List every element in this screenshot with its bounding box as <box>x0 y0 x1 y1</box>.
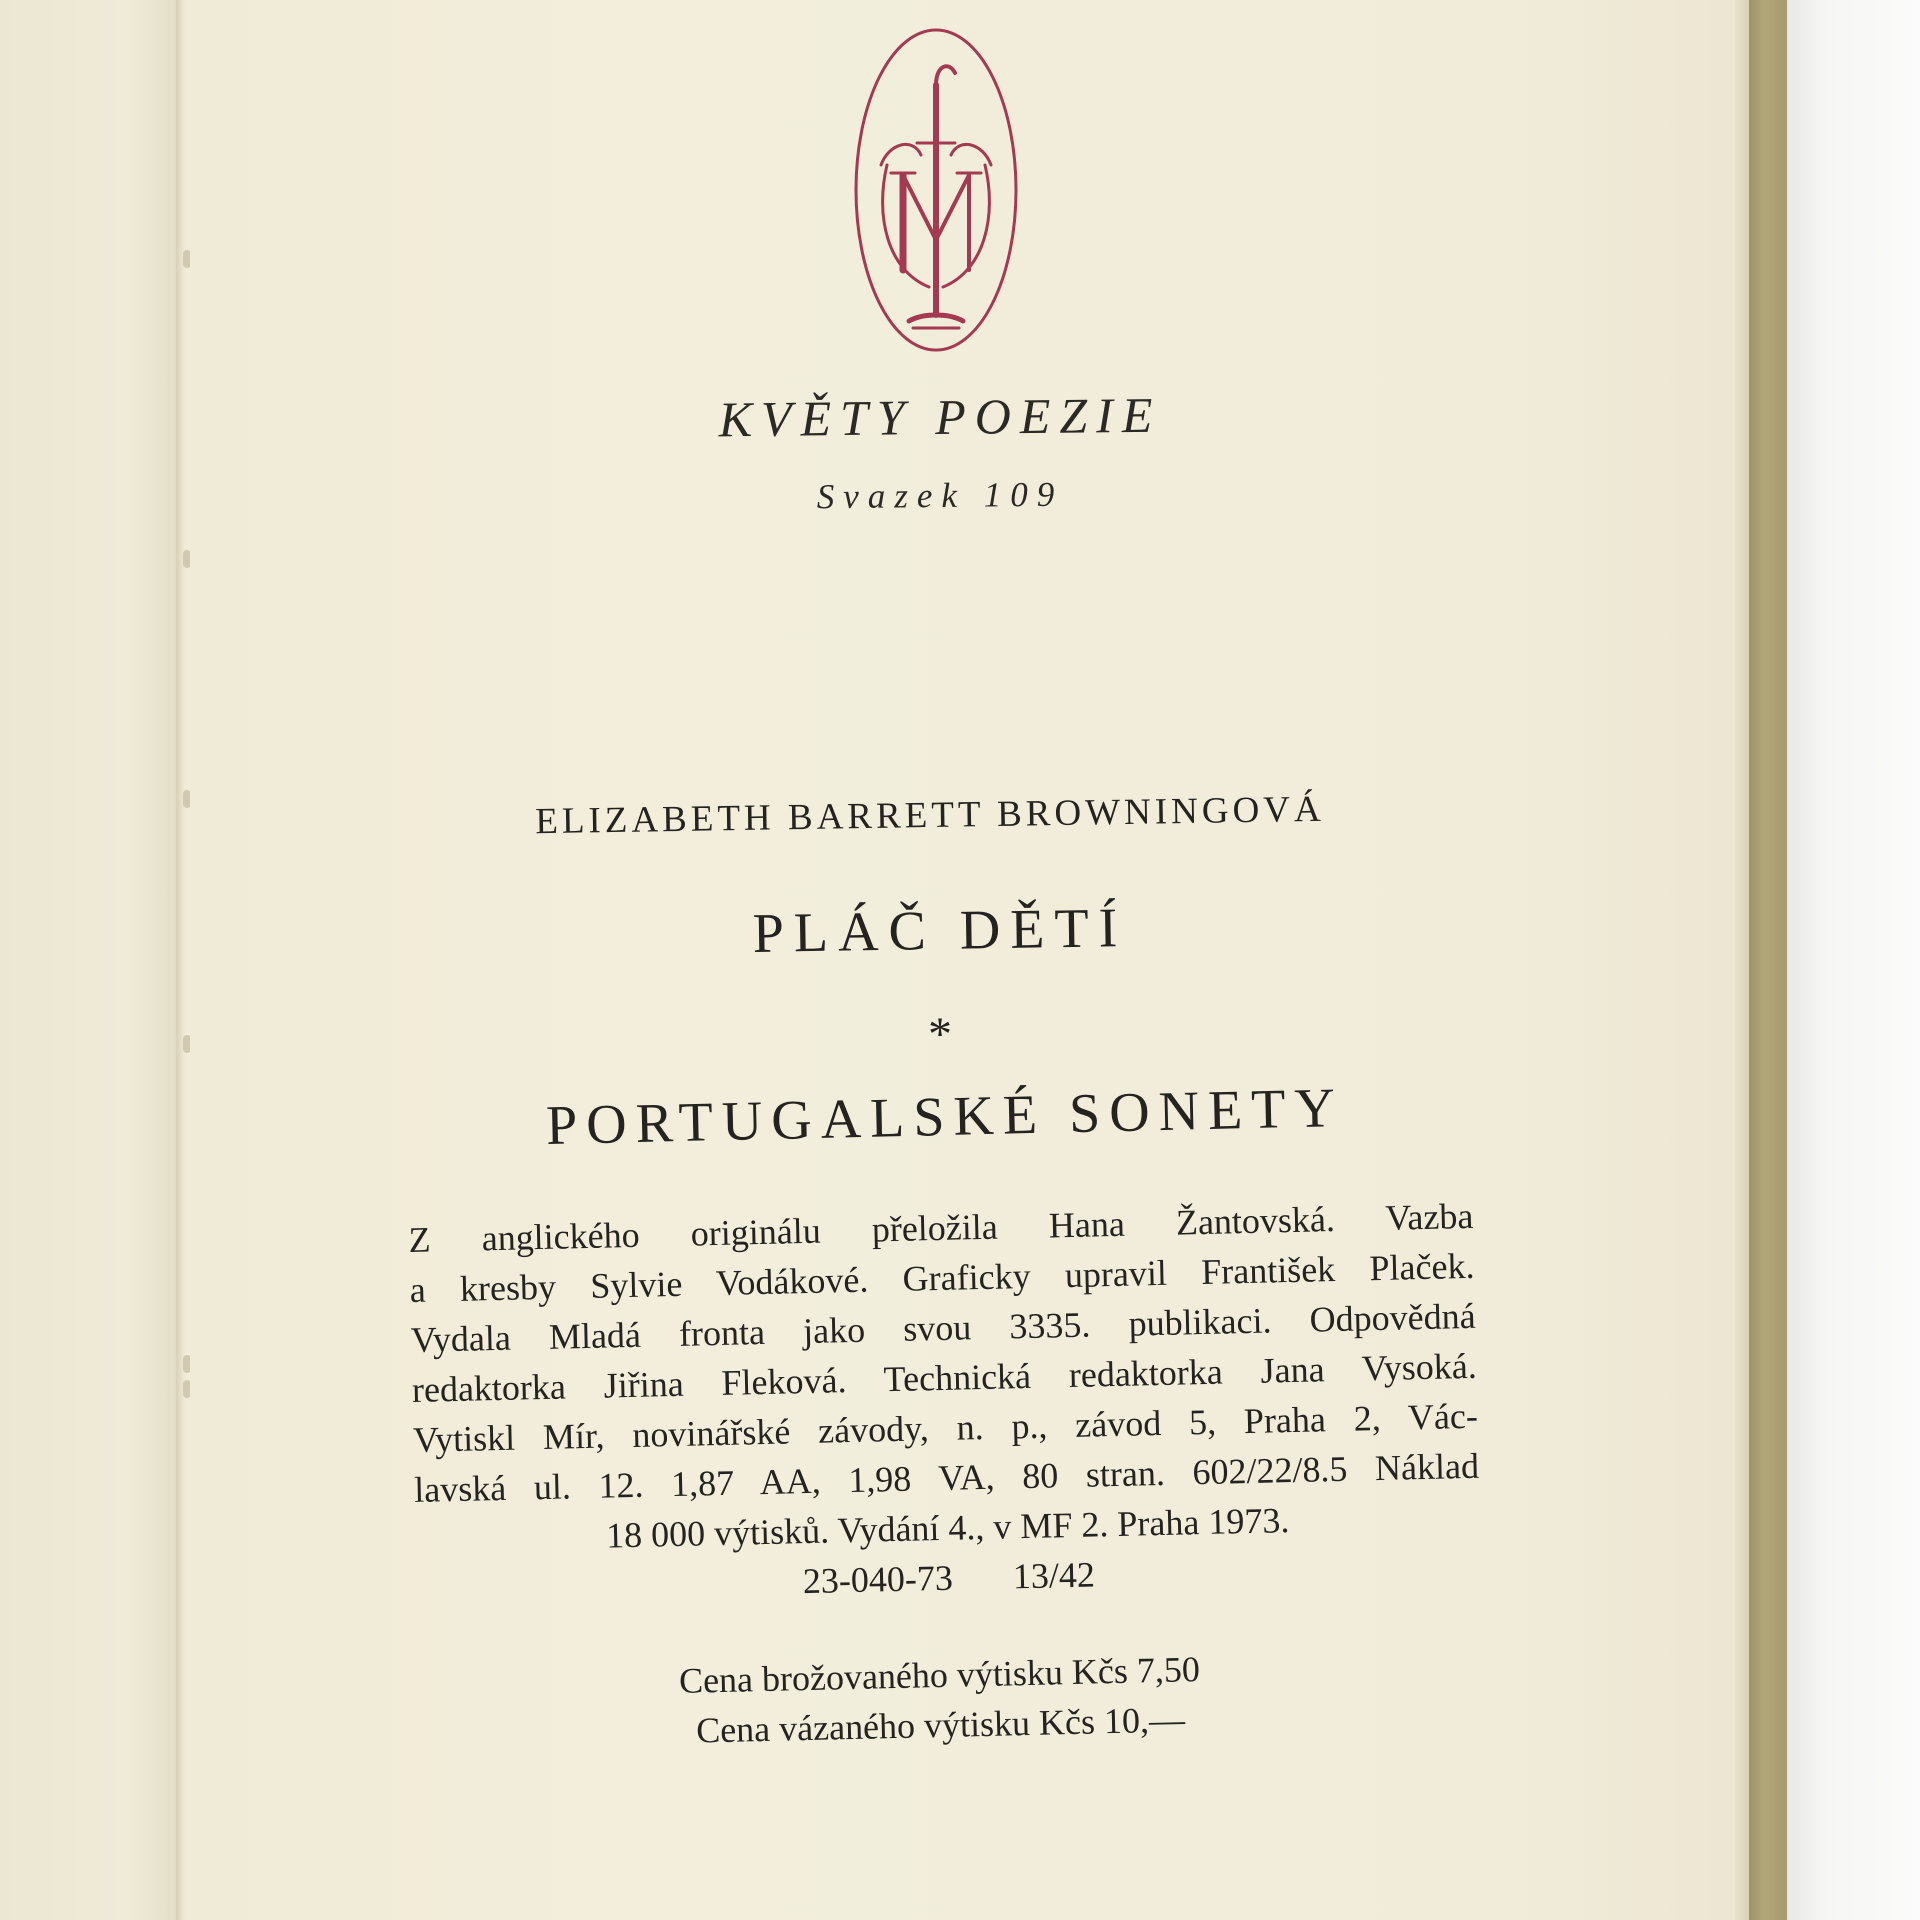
imprint-line: lavská ul. 12. 1,87 AA, 1,98 VA, 80 stran. 602/22/8.5 Náklad <box>413 1445 1480 1510</box>
series-title: KVĚTY POEZIE <box>718 386 1162 448</box>
book-cover-edge <box>1749 0 1787 1920</box>
book-gutter <box>176 0 190 1920</box>
publication-code: 23-040-73 <box>802 1557 954 1602</box>
author-name: ELIZABETH BARRETT BROWNINGOVÁ <box>534 788 1326 843</box>
imprint-line: 18 000 výtisků. Vydání 4., v MF 2. Praha 1973. <box>605 1500 1290 1556</box>
series-volume: Svazek 109 <box>816 474 1064 517</box>
left-page <box>0 0 185 1920</box>
book-title-1: PLÁČ DĚTÍ <box>752 897 1128 965</box>
imprint-line: a kresby Sylvie Vodákové. Graficky upravil František Plaček. <box>409 1245 1475 1310</box>
imprint-line: Vytiskl Mír, novinářské závody, n. p., závod 5, Praha 2, Vác- <box>412 1395 1479 1460</box>
price-paperback: Cena brožovaného výtisku Kčs 7,50 <box>678 1649 1201 1701</box>
imprint-line: Z anglického originálu přeložila Hana Žantovská. Vazba <box>408 1195 1474 1260</box>
price-block <box>559 1641 1321 1758</box>
page-edge <box>1735 0 1749 1920</box>
book-title-2: PORTUGALSKÉ SONETY <box>545 1076 1345 1158</box>
mf-lyre-monogram-icon <box>851 25 1021 355</box>
price-hardcover: Cena vázaného výtisku Kčs 10,— <box>695 1699 1186 1751</box>
title-separator: * <box>928 1008 952 1061</box>
backdrop <box>1787 0 1920 1920</box>
imprint-block <box>408 1191 1482 1615</box>
imprint-line: redaktorka Jiřina Fleková. Technická redaktorka Jana Vysoká. <box>411 1345 1478 1410</box>
publication-code: 13/42 <box>1012 1554 1096 1597</box>
imprint-line: Vydala Mladá fronta jako svou 3335. publikaci. Odpovědná <box>410 1295 1477 1360</box>
